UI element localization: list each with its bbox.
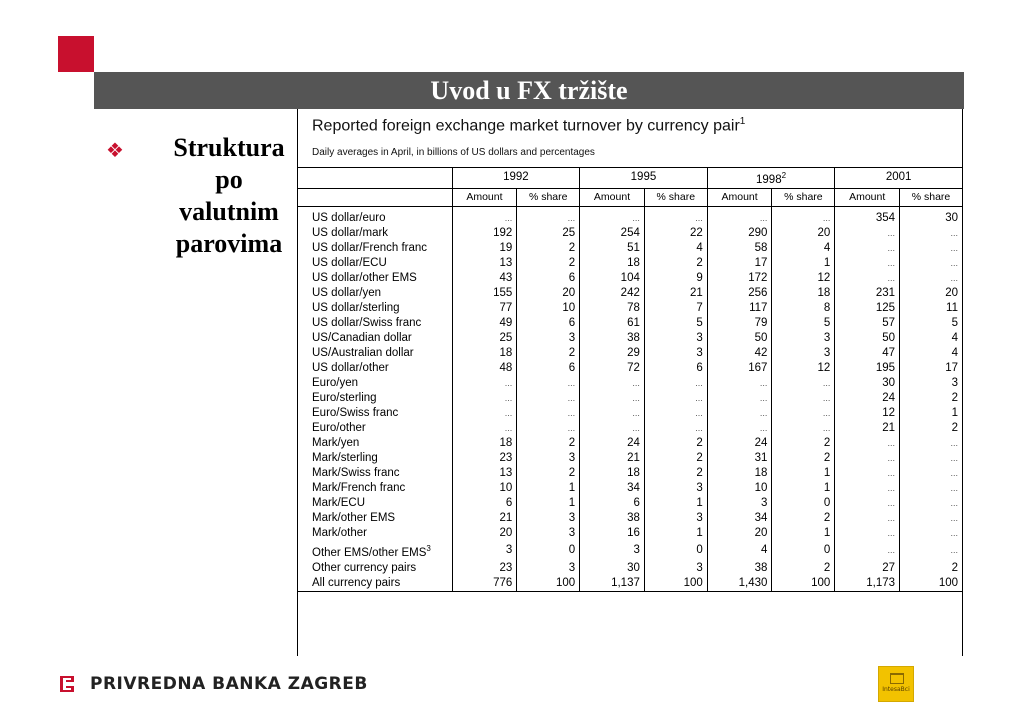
amount-cell: ... xyxy=(580,406,645,421)
accent-square xyxy=(58,36,94,72)
amount-cell: 61 xyxy=(580,316,645,331)
table-row xyxy=(298,451,962,466)
amount-cell: 4 xyxy=(707,541,772,561)
share-cell: 2 xyxy=(517,436,580,451)
amount-cell: ... xyxy=(835,226,900,241)
share-cell: 6 xyxy=(644,361,707,376)
amount-cell: 3 xyxy=(707,496,772,511)
share-cell: 2 xyxy=(644,466,707,481)
share-cell: ... xyxy=(517,391,580,406)
amount-cell: 290 xyxy=(707,226,772,241)
amount-cell: ... xyxy=(580,421,645,436)
amount-cell: 47 xyxy=(835,346,900,361)
table-row xyxy=(298,496,962,511)
share-cell: 2 xyxy=(517,466,580,481)
currency-pair-label: US dollar/Swiss franc xyxy=(312,316,422,329)
amount-cell: 1,173 xyxy=(835,576,900,592)
amount-cell: ... xyxy=(835,526,900,541)
share-cell: 5 xyxy=(644,316,707,331)
amount-cell: ... xyxy=(707,206,772,226)
table-row xyxy=(298,511,962,526)
share-cell: 6 xyxy=(517,316,580,331)
corner-header-sub xyxy=(298,188,452,206)
amount-cell: 30 xyxy=(580,561,645,576)
share-cell: 2 xyxy=(772,451,835,466)
share-cell: 17 xyxy=(900,361,962,376)
amount-cell: 72 xyxy=(580,361,645,376)
amount-cell: 21 xyxy=(835,421,900,436)
share-cell: ... xyxy=(900,496,962,511)
amount-cell: 1,137 xyxy=(580,576,645,592)
amount-column-header: Amount xyxy=(835,188,900,206)
share-cell: 8 xyxy=(772,301,835,316)
amount-cell: 50 xyxy=(707,331,772,346)
amount-cell: 155 xyxy=(452,286,517,301)
currency-pair-label: US dollar/sterling xyxy=(312,301,400,314)
table-row xyxy=(298,241,962,256)
table-title: Reported foreign exchange market turnover by currency pair$^1$ xyxy=(312,116,746,135)
share-cell: 11 xyxy=(900,301,962,316)
amount-column-header: Amount xyxy=(707,188,772,206)
share-cell: ... xyxy=(900,526,962,541)
amount-cell: 25 xyxy=(452,331,517,346)
share-cell: 100 xyxy=(772,576,835,592)
share-cell: 3 xyxy=(517,451,580,466)
amount-cell: ... xyxy=(835,271,900,286)
share-cell: 3 xyxy=(644,346,707,361)
share-column-header: % share xyxy=(517,188,580,206)
amount-cell: 254 xyxy=(580,226,645,241)
share-cell: 100 xyxy=(900,576,962,592)
amount-cell: ... xyxy=(452,376,517,391)
share-cell: 1 xyxy=(644,496,707,511)
share-cell: 0 xyxy=(517,541,580,561)
currency-pair-label: Mark/other xyxy=(312,526,367,539)
table-row xyxy=(298,206,962,226)
table-row xyxy=(298,576,962,592)
amount-cell: ... xyxy=(835,451,900,466)
share-cell: 100 xyxy=(517,576,580,592)
share-cell: 6 xyxy=(517,271,580,286)
amount-cell: 18 xyxy=(452,346,517,361)
amount-cell: 34 xyxy=(707,511,772,526)
amount-cell: 24 xyxy=(707,436,772,451)
pbz-logo-icon xyxy=(58,674,78,694)
share-cell: 12 xyxy=(772,271,835,286)
currency-pair-label: Mark/ECU xyxy=(312,496,366,509)
amount-cell: 13 xyxy=(452,256,517,271)
share-cell: ... xyxy=(644,376,707,391)
currency-pair-label: Euro/Swiss franc xyxy=(312,406,399,419)
amount-cell: ... xyxy=(835,541,900,561)
amount-cell: 167 xyxy=(707,361,772,376)
currency-pair-label: Euro/sterling xyxy=(312,391,377,404)
share-cell: 2 xyxy=(900,561,962,576)
share-cell: 2 xyxy=(644,256,707,271)
share-cell: 1 xyxy=(772,466,835,481)
amount-cell: ... xyxy=(707,376,772,391)
share-cell: ... xyxy=(772,421,835,436)
amount-cell: 57 xyxy=(835,316,900,331)
amount-cell: 30 xyxy=(835,376,900,391)
table-row xyxy=(298,316,962,331)
share-cell: 20 xyxy=(517,286,580,301)
amount-cell: 23 xyxy=(452,451,517,466)
currency-pair-label: US dollar/euro xyxy=(312,211,386,224)
share-cell: ... xyxy=(900,271,962,286)
amount-cell: ... xyxy=(835,256,900,271)
table-row xyxy=(298,406,962,421)
share-cell: 21 xyxy=(644,286,707,301)
table-row xyxy=(298,346,962,361)
amount-cell: ... xyxy=(452,206,517,226)
share-cell: 4 xyxy=(900,346,962,361)
amount-cell: 51 xyxy=(580,241,645,256)
share-cell: 3 xyxy=(517,331,580,346)
share-cell: 1 xyxy=(900,406,962,421)
currency-pair-label: US dollar/ECU xyxy=(312,256,387,269)
amount-column-header: Amount xyxy=(580,188,645,206)
amount-cell: 38 xyxy=(580,331,645,346)
amount-cell: ... xyxy=(707,421,772,436)
amount-cell: 117 xyxy=(707,301,772,316)
share-cell: ... xyxy=(644,206,707,226)
share-cell: 3 xyxy=(517,511,580,526)
share-cell: 6 xyxy=(517,361,580,376)
amount-cell: 19 xyxy=(452,241,517,256)
table-row xyxy=(298,421,962,436)
currency-pair-label: Mark/sterling xyxy=(312,451,378,464)
share-cell: 2 xyxy=(900,391,962,406)
currency-pair-label: Other EMS/other EMS$^3$ xyxy=(312,543,431,559)
share-cell: 7 xyxy=(644,301,707,316)
share-cell: ... xyxy=(900,541,962,561)
share-cell: 10 xyxy=(517,301,580,316)
table-row xyxy=(298,376,962,391)
amount-cell: ... xyxy=(452,406,517,421)
amount-cell: 21 xyxy=(580,451,645,466)
amount-cell: 23 xyxy=(452,561,517,576)
share-column-header: % share xyxy=(772,188,835,206)
table-row xyxy=(298,466,962,481)
amount-cell: ... xyxy=(835,481,900,496)
bullet-text: Struktura po valutnim parovima xyxy=(173,133,285,258)
share-cell: ... xyxy=(900,241,962,256)
amount-cell: 18 xyxy=(580,466,645,481)
table-row xyxy=(298,256,962,271)
table-row xyxy=(298,561,962,576)
share-cell: 3 xyxy=(644,511,707,526)
share-cell: 2 xyxy=(517,256,580,271)
share-cell: ... xyxy=(644,391,707,406)
share-cell: 3 xyxy=(644,331,707,346)
amount-cell: ... xyxy=(835,511,900,526)
amount-cell: 77 xyxy=(452,301,517,316)
share-cell: 1 xyxy=(772,481,835,496)
currency-pair-label: Mark/yen xyxy=(312,436,360,449)
amount-cell: 18 xyxy=(707,466,772,481)
amount-cell: 20 xyxy=(452,526,517,541)
amount-column-header: Amount xyxy=(452,188,517,206)
table-row xyxy=(298,301,962,316)
amount-cell: 21 xyxy=(452,511,517,526)
amount-cell: 10 xyxy=(707,481,772,496)
share-cell: ... xyxy=(900,226,962,241)
table-row xyxy=(298,526,962,541)
partner-logo-text: IntesaBci xyxy=(882,686,910,693)
intesa-logo-icon xyxy=(878,666,914,702)
amount-cell: 104 xyxy=(580,271,645,286)
share-cell: ... xyxy=(772,406,835,421)
amount-cell: ... xyxy=(452,421,517,436)
share-cell: 3 xyxy=(644,481,707,496)
amount-cell: ... xyxy=(580,391,645,406)
currency-pair-label: Mark/other EMS xyxy=(312,511,396,524)
year-header: 1992 xyxy=(452,168,580,189)
table-row xyxy=(298,391,962,406)
share-cell: 4 xyxy=(644,241,707,256)
share-cell: 18 xyxy=(772,286,835,301)
currency-pair-label: Mark/French franc xyxy=(312,481,406,494)
share-cell: 2 xyxy=(644,451,707,466)
amount-cell: 10 xyxy=(452,481,517,496)
currency-pair-label: US dollar/other xyxy=(312,361,389,374)
share-cell: 2 xyxy=(517,241,580,256)
currency-pair-label: US/Canadian dollar xyxy=(312,331,412,344)
share-cell: ... xyxy=(900,256,962,271)
share-cell: 3 xyxy=(517,526,580,541)
amount-cell: 24 xyxy=(835,391,900,406)
share-cell: 9 xyxy=(644,271,707,286)
share-cell: ... xyxy=(772,391,835,406)
amount-cell: 78 xyxy=(580,301,645,316)
amount-cell: 12 xyxy=(835,406,900,421)
table-row xyxy=(298,271,962,286)
amount-cell: ... xyxy=(835,466,900,481)
amount-cell: 13 xyxy=(452,466,517,481)
currency-pair-label: All currency pairs xyxy=(298,576,452,592)
share-cell: ... xyxy=(644,421,707,436)
amount-cell: 34 xyxy=(580,481,645,496)
share-cell: 30 xyxy=(900,206,962,226)
amount-cell: 29 xyxy=(580,346,645,361)
table-row xyxy=(298,361,962,376)
currency-pair-label: Other currency pairs xyxy=(312,561,417,574)
corner-header xyxy=(298,168,452,189)
table-row xyxy=(298,481,962,496)
amount-cell: 58 xyxy=(707,241,772,256)
amount-cell: 1,430 xyxy=(707,576,772,592)
share-cell: ... xyxy=(644,406,707,421)
share-cell: 0 xyxy=(772,541,835,561)
year-header: 1995 xyxy=(580,168,708,189)
share-cell: 2 xyxy=(517,346,580,361)
amount-cell: 195 xyxy=(835,361,900,376)
share-cell: 0 xyxy=(772,496,835,511)
amount-cell: ... xyxy=(580,376,645,391)
amount-cell: 6 xyxy=(580,496,645,511)
share-cell: ... xyxy=(517,421,580,436)
amount-cell: 48 xyxy=(452,361,517,376)
share-cell: 25 xyxy=(517,226,580,241)
amount-cell: 79 xyxy=(707,316,772,331)
table-row xyxy=(298,331,962,346)
amount-cell: 172 xyxy=(707,271,772,286)
amount-cell: 3 xyxy=(580,541,645,561)
currency-pair-label: US dollar/other EMS xyxy=(312,271,417,284)
amount-cell: 242 xyxy=(580,286,645,301)
amount-cell: 18 xyxy=(580,256,645,271)
share-cell: 3 xyxy=(900,376,962,391)
amount-cell: 38 xyxy=(580,511,645,526)
bank-name: PRIVREDNA BANKA ZAGREB xyxy=(90,674,368,694)
share-cell: 3 xyxy=(772,346,835,361)
share-cell: 2 xyxy=(900,421,962,436)
currency-pair-label: US/Australian dollar xyxy=(312,346,414,359)
share-cell: 2 xyxy=(772,561,835,576)
share-cell: ... xyxy=(772,376,835,391)
share-cell: 22 xyxy=(644,226,707,241)
share-cell: 5 xyxy=(772,316,835,331)
share-cell: 3 xyxy=(772,331,835,346)
share-cell: ... xyxy=(517,206,580,226)
amount-cell: 24 xyxy=(580,436,645,451)
share-cell: 1 xyxy=(517,481,580,496)
amount-cell: ... xyxy=(452,391,517,406)
amount-cell: 42 xyxy=(707,346,772,361)
share-cell: ... xyxy=(900,436,962,451)
amount-cell: 27 xyxy=(835,561,900,576)
currency-pair-label: US dollar/mark xyxy=(312,226,389,239)
share-cell: 2 xyxy=(772,436,835,451)
share-column-header: % share xyxy=(644,188,707,206)
amount-cell: 354 xyxy=(835,206,900,226)
amount-cell: 256 xyxy=(707,286,772,301)
share-cell: 1 xyxy=(772,256,835,271)
share-cell: 5 xyxy=(900,316,962,331)
table-row xyxy=(298,541,962,561)
amount-cell: 125 xyxy=(835,301,900,316)
amount-cell: 3 xyxy=(452,541,517,561)
share-cell: 3 xyxy=(644,561,707,576)
share-column-header: % share xyxy=(900,188,962,206)
amount-cell: 43 xyxy=(452,271,517,286)
slide-title: Uvod u FX tržište xyxy=(94,72,964,109)
amount-cell: ... xyxy=(835,496,900,511)
share-cell: ... xyxy=(900,466,962,481)
share-cell: 100 xyxy=(644,576,707,592)
table-row xyxy=(298,436,962,451)
share-cell: ... xyxy=(900,511,962,526)
share-cell: ... xyxy=(772,206,835,226)
turnover-table xyxy=(298,167,962,592)
share-cell: 1 xyxy=(517,496,580,511)
currency-pair-label: US dollar/yen xyxy=(312,286,382,299)
column-header-row xyxy=(298,188,962,206)
amount-cell: 16 xyxy=(580,526,645,541)
amount-cell: ... xyxy=(835,436,900,451)
share-cell: ... xyxy=(517,406,580,421)
amount-cell: 6 xyxy=(452,496,517,511)
share-cell: 3 xyxy=(517,561,580,576)
currency-pair-label: Mark/Swiss franc xyxy=(312,466,400,479)
share-cell: 20 xyxy=(900,286,962,301)
table-row xyxy=(298,286,962,301)
amount-cell: 18 xyxy=(452,436,517,451)
diamond-cluster-icon: ❖ xyxy=(106,138,124,162)
share-cell: 2 xyxy=(644,436,707,451)
table-row xyxy=(298,226,962,241)
share-cell: 0 xyxy=(644,541,707,561)
share-cell: 20 xyxy=(772,226,835,241)
year-header: 1998$^2$ xyxy=(707,168,835,189)
year-header-row xyxy=(298,168,962,189)
amount-cell: ... xyxy=(707,391,772,406)
amount-cell: 776 xyxy=(452,576,517,592)
share-cell: ... xyxy=(517,376,580,391)
amount-cell: 17 xyxy=(707,256,772,271)
amount-cell: 49 xyxy=(452,316,517,331)
amount-cell: 38 xyxy=(707,561,772,576)
share-cell: 4 xyxy=(772,241,835,256)
amount-cell: 50 xyxy=(835,331,900,346)
share-cell: 4 xyxy=(900,331,962,346)
amount-cell: ... xyxy=(707,406,772,421)
share-cell: 1 xyxy=(644,526,707,541)
share-cell: ... xyxy=(900,481,962,496)
share-cell: 2 xyxy=(772,511,835,526)
amount-cell: 31 xyxy=(707,451,772,466)
amount-cell: 192 xyxy=(452,226,517,241)
amount-cell: 231 xyxy=(835,286,900,301)
table-panel xyxy=(297,109,963,656)
table-subtitle: Daily averages in April, in billions of US dollars and percentages xyxy=(312,147,595,158)
share-cell: ... xyxy=(900,451,962,466)
currency-pair-label: Euro/yen xyxy=(312,376,359,389)
currency-pair-label: US dollar/French franc xyxy=(312,241,428,254)
amount-cell: ... xyxy=(835,241,900,256)
year-header: 2001 xyxy=(835,168,962,189)
share-cell: 12 xyxy=(772,361,835,376)
amount-cell: 20 xyxy=(707,526,772,541)
currency-pair-label: Euro/other xyxy=(312,421,366,434)
share-cell: 1 xyxy=(772,526,835,541)
amount-cell: ... xyxy=(580,206,645,226)
